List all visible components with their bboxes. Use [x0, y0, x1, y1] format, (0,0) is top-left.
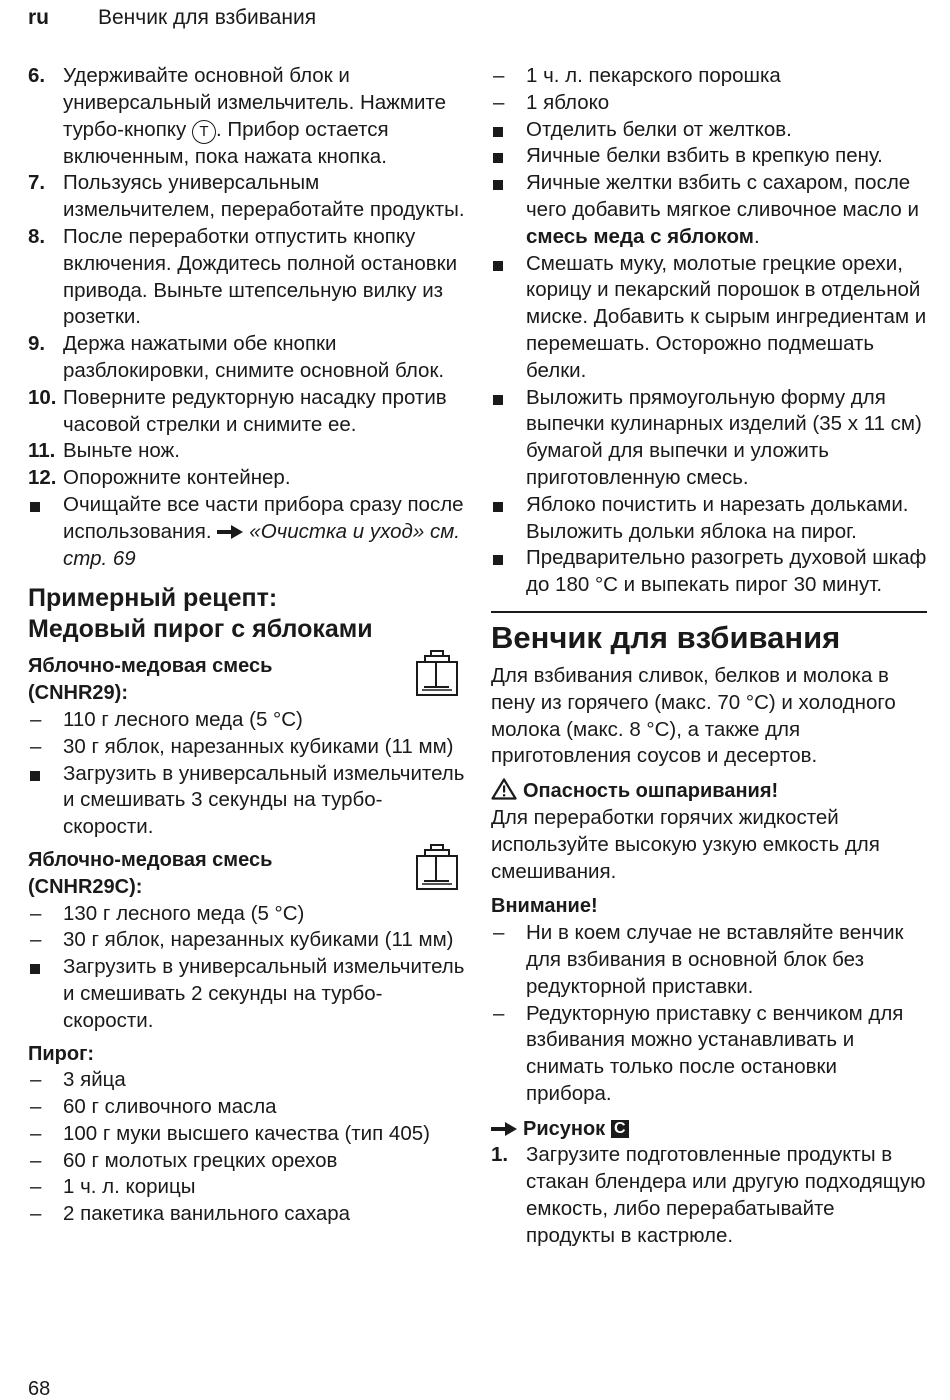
mix2-title: Яблочно-медовая смесь (CNHR29C):: [28, 848, 273, 898]
dash-marker: –: [30, 1068, 42, 1092]
bullet-square-icon: [493, 127, 503, 137]
step-number: 1.: [491, 1143, 509, 1167]
section-title: Венчик для взбивания: [491, 619, 841, 655]
step-text: После переработки отпустить кнопку включения. Дождитесь полной остановки привода. Выньте штепсельную вилку из розетки.: [63, 224, 458, 329]
step-9: [28, 331, 468, 385]
recipe-step-end: .: [753, 224, 760, 248]
step-text: Удерживайте основной блок и универсальный измельчитель. Нажмите турбо-кнопку: [63, 64, 446, 141]
dash-marker: –: [30, 1175, 42, 1199]
mix1-ingredient: [28, 707, 468, 734]
mix1-ingredient: [28, 734, 468, 761]
recipe-step-text: Смешать муку, молотые грецкие орехи, корицу и пекарский порошок в отдельной миске. Добавить к сырым ингредиентам и перемешать. Осторожно подмешать белки.: [526, 251, 927, 382]
step-number: 10.: [28, 385, 57, 409]
danger-title: Опасность ошпаривания!: [523, 780, 779, 803]
recipe-title-line-1: Примерный рецепт:: [28, 584, 278, 613]
dash-marker: –: [493, 90, 505, 114]
bullet-square-icon: [30, 502, 40, 512]
step-number: 7.: [28, 171, 46, 195]
step-text-cont: . Прибор остается включенным, пока нажата кнопка.: [63, 117, 389, 168]
dash-marker: –: [30, 901, 42, 925]
recipe-step: [491, 143, 927, 170]
ingredient-text: 2 пакетика ванильного сахара: [63, 1202, 351, 1226]
danger-heading: [491, 778, 927, 805]
dash-marker: –: [30, 1148, 42, 1172]
attention-text: Ни в коем случае не вставляйте венчик для взбивания в основной блок без редукторной приставки.: [526, 921, 904, 998]
cleaning-reference-link[interactable]: «Очистка и уход» см. стр. 69: [63, 519, 460, 570]
dash-marker: –: [30, 1202, 42, 1226]
danger-text: Для переработки горячих жидкостей используйте высокую узкую емкость для смешивания.: [491, 805, 880, 883]
warning-triangle-icon: [491, 778, 517, 800]
ingredient-text: 60 г сливочного масла: [63, 1095, 277, 1119]
step-8: [28, 224, 468, 331]
header-title: Венчик для взбивания: [98, 6, 317, 29]
step-10: [28, 385, 468, 439]
arrow-right-icon: [491, 1122, 517, 1136]
ingredient-text: 130 г лесного меда (5 °C): [63, 901, 305, 925]
dash-marker: –: [493, 1001, 505, 1025]
recipe-step-text: Яичные белки взбить в крепкую пену.: [526, 144, 883, 168]
bullet-square-icon: [493, 153, 503, 163]
bullet-square-icon: [493, 180, 503, 190]
recipe-title-line-2: Медовый пирог с яблоками: [28, 615, 373, 644]
step-text: Пользуясь универсальным измельчителем, переработайте продукты.: [63, 171, 465, 222]
step-number: 8.: [28, 224, 46, 248]
recipe-step: [491, 251, 927, 385]
action-text: Загрузить в универсальный измельчитель и смешивать 3 секунды на турбо-скорости.: [63, 761, 465, 839]
mix2-action: [28, 954, 468, 1034]
pie-title: Пирог:: [28, 1042, 95, 1065]
dash-marker: –: [30, 1095, 42, 1119]
ingredient-text: 1 ч. л. корицы: [63, 1175, 196, 1199]
recipe-step-bold: смесь меда с яблоком: [526, 224, 754, 248]
recipe-step: [491, 385, 927, 492]
step-number: 12.: [28, 466, 57, 490]
cleaning-text: Очищайте все части прибора сразу после использования.: [63, 492, 464, 543]
ingredient-text: 110 г лесного меда (5 °C): [63, 707, 303, 731]
dash-marker: –: [30, 928, 42, 952]
bullet-square-icon: [30, 771, 40, 781]
pie-ingredient: [28, 1148, 468, 1175]
pie-ingredient: [491, 90, 927, 117]
figure-label: Рисунок: [523, 1117, 606, 1140]
figure-letter-badge: C: [611, 1120, 629, 1138]
final-step: [491, 1142, 927, 1249]
ingredient-text: 30 г яблок, нарезанных кубиками (11 мм): [63, 928, 454, 952]
step-number: 11.: [28, 439, 56, 463]
ingredient-text: 60 г молотых грецких орехов: [63, 1148, 338, 1172]
page-header: [28, 5, 316, 31]
step-text: Поверните редукторную насадку против часовой стрелки и снимите ее.: [63, 385, 447, 436]
arrow-right-icon: [217, 525, 243, 539]
turbo-button-symbol-icon: T: [192, 120, 216, 144]
recipe-step-text: Выложить прямоугольную форму для выпечки кулинарных изделий (35 x 11 см) бумагой для выпечки и уложить приготовленную смесь.: [526, 385, 922, 489]
step-number: 9.: [28, 332, 46, 356]
ingredient-text: 3 яйца: [63, 1068, 126, 1092]
page-number: 68: [28, 1378, 51, 1400]
blender-icon: [414, 843, 460, 893]
mix1-action: [28, 761, 468, 841]
right-column: [491, 63, 927, 1250]
mix1-title: Яблочно-медовая смесь (CNHR29):: [28, 655, 273, 705]
pie-ingredient: [28, 1067, 468, 1094]
mix2-ingredient: [28, 927, 468, 954]
step-12: [28, 465, 468, 492]
step-number: 6.: [28, 64, 46, 87]
language-code: ru: [28, 6, 49, 29]
pie-ingredient: [28, 1201, 468, 1228]
ingredient-text: 100 г муки высшего качества (тип 405): [63, 1121, 430, 1145]
dash-marker: –: [30, 707, 42, 731]
step-7: [28, 170, 468, 224]
action-text: Загрузить в универсальный измельчитель и смешивать 2 секунды на турбо-скорости.: [63, 955, 465, 1032]
step-text: Опорожните контейнер.: [63, 466, 291, 490]
figure-reference[interactable]: [491, 1116, 927, 1143]
attention-item: [491, 1001, 927, 1108]
pie-ingredient: [491, 63, 927, 90]
recipe-step-text: Яичные желтки взбить с сахаром, после чего добавить мягкое сливочное масло и: [526, 171, 919, 221]
pie-ingredient: [28, 1174, 468, 1201]
mix2-ingredient: [28, 901, 468, 928]
step-text: Загрузите подготовленные продукты в стакан блендера или другую подходящую емкость, либо перерабатывайте продукты в кастрюле.: [526, 1143, 926, 1247]
recipe-step: [491, 492, 927, 546]
mix1-block: [28, 653, 468, 707]
left-column: [28, 63, 468, 1228]
step-text: Держа нажатыми обе кнопки разблокировки, снимите основной блок.: [63, 332, 445, 382]
bullet-square-icon: [493, 502, 503, 512]
step-6: [28, 63, 468, 170]
mix2-block: [28, 847, 468, 901]
ingredient-text: 1 ч. л. пекарского порошка: [526, 64, 781, 87]
dash-marker: –: [493, 921, 505, 945]
ingredient-text: 1 яблоко: [526, 90, 610, 114]
pie-ingredient: [28, 1121, 468, 1148]
bullet-square-icon: [493, 261, 503, 271]
dash-marker: –: [30, 1121, 42, 1145]
bullet-square-icon: [493, 395, 503, 405]
attention-text: Редукторную приставку с венчиком для взбивания можно устанавливать и снимать только после остановки прибора.: [526, 1001, 904, 1105]
section-intro: Для взбивания сливок, белков и молока в пену из горячего (макс. 70 °C) и холодного молока (макс. 8 °C), а также для приготовления соусов и десертов.: [491, 663, 896, 768]
attention-item: [491, 920, 927, 1000]
dash-marker: –: [30, 734, 42, 758]
recipe-title: [28, 583, 468, 645]
recipe-step-text: Отделить белки от желтков.: [526, 117, 792, 141]
recipe-step-text: Предварительно разогреть духовой шкаф до 180 °C и выпекать пирог 30 минут.: [526, 546, 927, 597]
section-divider: [491, 611, 927, 613]
recipe-step: [491, 545, 927, 599]
cleaning-note: [28, 492, 468, 572]
recipe-step-text: Яблоко почистить и нарезать дольками. Выложить дольки яблока на пирог.: [526, 492, 909, 543]
bullet-square-icon: [493, 555, 503, 565]
attention-title: Внимание!: [491, 895, 598, 918]
recipe-step: [491, 170, 927, 250]
dash-marker: –: [493, 64, 505, 87]
blender-icon: [414, 649, 460, 699]
step-11: [28, 438, 468, 465]
recipe-step: [491, 117, 927, 144]
ingredient-text: 30 г яблок, нарезанных кубиками (11 мм): [63, 734, 454, 758]
pie-ingredient: [28, 1094, 468, 1121]
step-text: Выньте нож.: [63, 439, 180, 463]
bullet-square-icon: [30, 964, 40, 974]
